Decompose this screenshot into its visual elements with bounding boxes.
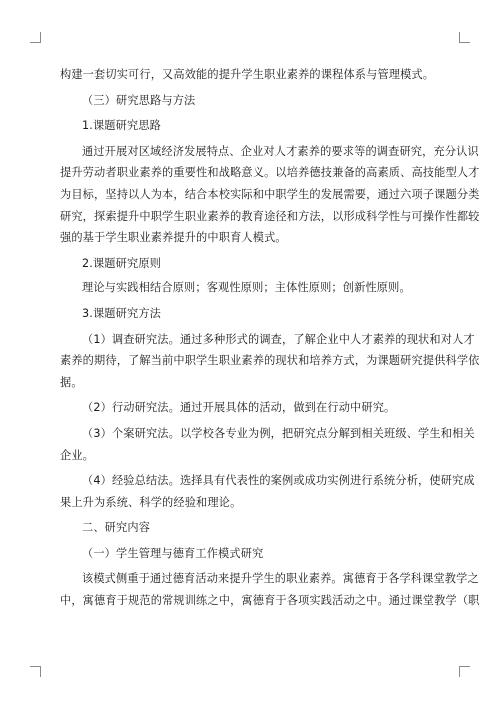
- text-line: （1）调查研究法。通过多种形式的调查，了解企业中人才素养的现状和对人才: [82, 332, 475, 346]
- paragraph-action-research: [60, 397, 440, 419]
- crop-mark-top-left: [30, 32, 41, 43]
- paragraph-course-system: [60, 64, 440, 86]
- text-line: 素养的期待，了解当前中职学生职业素养的现状和培养方式，为课题研究提供科学依: [60, 354, 480, 368]
- text-line: 研究，探索提升中职学生职业素养的教育途径和方法，以形成科学性与可操作性都较: [60, 209, 480, 223]
- section-heading-research-content: 二、研究内容: [82, 521, 151, 535]
- paragraph-research-idea: [60, 141, 480, 249]
- crop-mark-top-right: [459, 32, 470, 43]
- text-line: 提升劳动者职业素养的重要性和战略意义。以培养德技兼备的高素质、高技能型人才: [60, 166, 480, 180]
- paragraph-moral-education-model: [60, 568, 480, 611]
- text-line: 中，寓德育于规范的常规训练之中，寓德育于各项实践活动之中。通过课堂教学（职: [60, 594, 480, 608]
- section-heading-research-approach: （三）研究思路与方法: [82, 93, 196, 107]
- text-line: （3）个案研究法。以学校各专业为例，把研究点分解到相关班级、学生和相关: [82, 426, 475, 440]
- text-line: 该模式侧重于通过德育活动来提升学生的职业素养。寓德育于各学科课堂教学之: [82, 572, 479, 586]
- text-line: 通过开展对区域经济发展特点、企业对人才素养的要求等的调查研究，充分认识: [82, 144, 479, 158]
- subheading-research-principles: 2.课题研究原则: [82, 256, 161, 270]
- subheading-research-idea: 1.课题研究思路: [82, 119, 161, 133]
- text-line: 理论与实践相结合原则；客观性原则；主体性原则；创新性原则。: [82, 281, 411, 295]
- text-line: 为目标，坚持以人为本，结合本校实际和中职学生的发展需要，通过六项子课题分类: [60, 187, 480, 201]
- text-line: 强的基于学生职业素养提升的中职育人模式。: [60, 231, 287, 245]
- subheading-research-methods: 3.课题研究方法: [82, 306, 161, 320]
- text-line: （4）经验总结法。选择具有代表性的案例或成功实例进行系统分析，使研究成: [82, 474, 475, 488]
- paragraph-research-principles: [60, 277, 440, 299]
- paragraph-experience-summary: [60, 470, 475, 513]
- text-line: 果上升为系统、科学的经验和理论。: [60, 495, 242, 509]
- crop-mark-bottom-right: [459, 666, 470, 677]
- paragraph-case-study: [60, 423, 475, 466]
- text-line: （2）行动研究法。通过开展具体的活动，做到在行动中研究。: [82, 401, 396, 415]
- text-line: 构建一套切实可行，又高效能的提升学生职业素养的课程体系与管理模式。: [60, 68, 435, 81]
- text-line: 企业。: [60, 448, 95, 462]
- text-line: 据。: [60, 375, 83, 389]
- paragraph-survey-method: [60, 329, 480, 394]
- document-body: [60, 64, 480, 612]
- subheading-student-management: （一）学生管理与德育工作模式研究: [82, 546, 264, 560]
- crop-mark-bottom-left: [30, 666, 41, 677]
